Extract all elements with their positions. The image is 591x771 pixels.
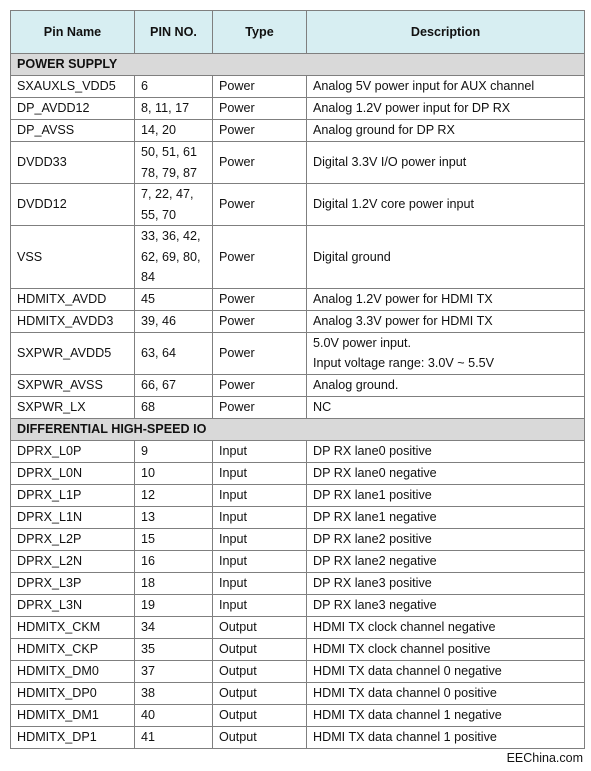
pin-number-line: 13 xyxy=(141,509,156,524)
table-row xyxy=(11,98,585,120)
pin-number-cell xyxy=(135,462,213,484)
table-row xyxy=(11,396,585,418)
pin-type-cell: Power xyxy=(213,332,307,374)
pin-description-cell xyxy=(307,594,585,616)
pin-number-cell xyxy=(135,682,213,704)
pin-description-cell xyxy=(307,374,585,396)
description-line: HDMI TX data channel 1 positive xyxy=(313,729,497,744)
pin-type-cell: Output xyxy=(213,638,307,660)
pin-description-cell xyxy=(307,98,585,120)
pin-description-cell xyxy=(307,550,585,572)
pin-type-cell: Input xyxy=(213,528,307,550)
pin-number-line: 84 xyxy=(141,270,156,284)
pin-type-cell: Input xyxy=(213,440,307,462)
description-line: DP RX lane0 negative xyxy=(313,465,437,480)
section-header-row xyxy=(11,418,585,440)
table-row xyxy=(11,288,585,310)
pin-name-cell: HDMITX_DP0 xyxy=(11,682,135,704)
table-row xyxy=(11,332,585,374)
column-header-type: Type xyxy=(213,11,307,54)
description-line: DP RX lane3 negative xyxy=(313,597,437,612)
pin-description-cell xyxy=(307,726,585,748)
pin-description-cell xyxy=(307,572,585,594)
pin-number-line: 15 xyxy=(141,531,156,546)
description-line: Analog 5V power input for AUX channel xyxy=(313,79,535,94)
pin-type-cell: Input xyxy=(213,572,307,594)
pin-number-cell xyxy=(135,98,213,120)
pin-name-cell: HDMITX_AVDD xyxy=(11,288,135,310)
table-row xyxy=(11,704,585,726)
column-header-description: Description xyxy=(307,11,585,54)
pin-type-cell: Power xyxy=(213,396,307,418)
pin-number-cell xyxy=(135,440,213,462)
pin-number-line: 10 xyxy=(141,465,156,480)
description-line: DP RX lane2 negative xyxy=(313,553,437,568)
pin-name-cell: DPRX_L2N xyxy=(11,550,135,572)
pin-name-cell: SXPWR_LX xyxy=(11,396,135,418)
pin-number-line: 19 xyxy=(141,597,156,612)
pin-number-cell xyxy=(135,396,213,418)
table-row xyxy=(11,462,585,484)
table-row xyxy=(11,226,585,289)
table-row xyxy=(11,726,585,748)
description-line: Input voltage range: 3.0V ~ 5.5V xyxy=(313,356,494,370)
table-row xyxy=(11,484,585,506)
pin-number-line: 78, 79, 87 xyxy=(141,165,198,180)
pin-type-cell: Power xyxy=(213,374,307,396)
section-title: POWER SUPPLY xyxy=(11,54,585,76)
pin-description-cell xyxy=(307,226,585,289)
pin-name-cell: DPRX_L0P xyxy=(11,440,135,462)
pin-number-cell xyxy=(135,76,213,98)
pin-description-cell xyxy=(307,462,585,484)
description-line: HDMI TX data channel 0 negative xyxy=(313,663,502,678)
pin-type-cell: Power xyxy=(213,226,307,289)
pin-number-line: 68 xyxy=(141,399,156,414)
table-row xyxy=(11,76,585,98)
pin-number-cell xyxy=(135,374,213,396)
pin-name-cell: DPRX_L2P xyxy=(11,528,135,550)
pin-type-cell: Power xyxy=(213,310,307,332)
pin-number-line: 39, 46 xyxy=(141,313,177,328)
pin-number-line: 35 xyxy=(141,641,156,656)
pin-number-cell xyxy=(135,726,213,748)
pin-description-cell xyxy=(307,616,585,638)
pin-number-line: 37 xyxy=(141,663,156,678)
pin-description-cell xyxy=(307,310,585,332)
pin-number-line: 38 xyxy=(141,685,156,700)
pin-description-cell xyxy=(307,288,585,310)
pin-type-cell: Output xyxy=(213,616,307,638)
pin-number-cell xyxy=(135,594,213,616)
pin-type-cell: Power xyxy=(213,184,307,226)
pin-number-line: 8, 11, 17 xyxy=(141,101,190,116)
description-line: NC xyxy=(313,399,332,414)
pin-name-cell: HDMITX_AVDD3 xyxy=(11,310,135,332)
pin-description-cell xyxy=(307,682,585,704)
table-row xyxy=(11,638,585,660)
pin-number-cell xyxy=(135,572,213,594)
table-row xyxy=(11,506,585,528)
table-row xyxy=(11,184,585,226)
pin-description-cell xyxy=(307,396,585,418)
pin-number-cell xyxy=(135,704,213,726)
pin-type-cell: Output xyxy=(213,726,307,748)
pin-description-cell xyxy=(307,704,585,726)
pin-name-cell: HDMITX_DM0 xyxy=(11,660,135,682)
pin-name-cell: DPRX_L1P xyxy=(11,484,135,506)
pin-type-cell: Power xyxy=(213,98,307,120)
description-line: Digital ground xyxy=(313,249,391,264)
pin-name-cell: DVDD12 xyxy=(11,184,135,226)
table-row xyxy=(11,142,585,184)
pin-number-line: 50, 51, 61 xyxy=(141,145,198,159)
table-row xyxy=(11,616,585,638)
description-line: DP RX lane3 positive xyxy=(313,575,432,590)
pin-type-cell: Input xyxy=(213,550,307,572)
table-row xyxy=(11,682,585,704)
table-row xyxy=(11,120,585,142)
pin-description-cell xyxy=(307,484,585,506)
table-row xyxy=(11,374,585,396)
pin-type-cell: Input xyxy=(213,506,307,528)
section-header-row xyxy=(11,54,585,76)
description-line: Digital 1.2V core power input xyxy=(313,197,475,212)
pin-name-cell: DPRX_L1N xyxy=(11,506,135,528)
pin-number-line: 34 xyxy=(141,619,156,634)
description-line: Analog 1.2V power for HDMI TX xyxy=(313,291,493,306)
pin-number-line: 18 xyxy=(141,575,156,590)
pin-number-cell xyxy=(135,332,213,374)
pin-number-line: 6 xyxy=(141,79,149,94)
pin-description-cell xyxy=(307,638,585,660)
watermark-text: EEChina.com xyxy=(506,751,583,765)
pin-description-cell xyxy=(307,332,585,374)
description-line: Digital 3.3V I/O power input xyxy=(313,155,467,170)
pin-number-cell xyxy=(135,506,213,528)
description-line: Analog ground. xyxy=(313,377,399,392)
pin-description-cell xyxy=(307,660,585,682)
pin-number-cell xyxy=(135,616,213,638)
description-line: DP RX lane1 negative xyxy=(313,509,437,524)
pin-number-cell xyxy=(135,550,213,572)
pin-name-cell: VSS xyxy=(11,226,135,289)
pin-number-cell xyxy=(135,528,213,550)
description-line: DP RX lane0 positive xyxy=(313,443,432,458)
pin-description-cell xyxy=(307,440,585,462)
pin-number-line: 55, 70 xyxy=(141,207,177,222)
pin-description-cell xyxy=(307,76,585,98)
pin-number-line: 16 xyxy=(141,553,156,568)
pin-type-cell: Input xyxy=(213,462,307,484)
description-line: Analog ground for DP RX xyxy=(313,123,455,138)
description-line: HDMI TX data channel 1 negative xyxy=(313,707,502,722)
table-row xyxy=(11,310,585,332)
table-row xyxy=(11,594,585,616)
pin-number-line: 40 xyxy=(141,707,156,722)
table-row xyxy=(11,660,585,682)
pin-number-cell xyxy=(135,484,213,506)
pin-number-cell xyxy=(135,638,213,660)
description-line: HDMI TX clock channel positive xyxy=(313,641,491,656)
table-row xyxy=(11,572,585,594)
pin-name-cell: DP_AVSS xyxy=(11,120,135,142)
pin-description-cell xyxy=(307,506,585,528)
pin-name-cell: HDMITX_CKM xyxy=(11,616,135,638)
pin-number-line: 33, 36, 42, xyxy=(141,229,201,243)
description-line: DP RX lane2 positive xyxy=(313,531,432,546)
table-body xyxy=(11,54,585,749)
pin-type-cell: Output xyxy=(213,704,307,726)
description-line: HDMI TX data channel 0 positive xyxy=(313,685,497,700)
pin-number-cell xyxy=(135,310,213,332)
pin-name-cell: SXPWR_AVSS xyxy=(11,374,135,396)
pin-name-cell: DVDD33 xyxy=(11,142,135,184)
pin-description-cell xyxy=(307,184,585,226)
pin-name-cell: SXPWR_AVDD5 xyxy=(11,332,135,374)
pin-name-cell: HDMITX_DP1 xyxy=(11,726,135,748)
description-line: 5.0V power input. xyxy=(313,335,412,350)
pin-number-line: 66, 67 xyxy=(141,377,177,392)
pin-number-line: 45 xyxy=(141,291,156,306)
pin-description-cell xyxy=(307,120,585,142)
pin-number-cell xyxy=(135,142,213,184)
table-row xyxy=(11,440,585,462)
pin-number-line: 7, 22, 47, xyxy=(141,187,194,201)
pin-number-line: 62, 69, 80, xyxy=(141,249,201,264)
pin-name-cell: DPRX_L3N xyxy=(11,594,135,616)
pin-number-line: 14, 20 xyxy=(141,123,177,138)
description-line: HDMI TX clock channel negative xyxy=(313,619,496,634)
pin-name-cell: DP_AVDD12 xyxy=(11,98,135,120)
pin-number-cell xyxy=(135,226,213,289)
column-header-pin-no: PIN NO. xyxy=(135,11,213,54)
pin-type-cell: Input xyxy=(213,594,307,616)
pin-name-cell: HDMITX_CKP xyxy=(11,638,135,660)
pin-type-cell: Power xyxy=(213,142,307,184)
pin-number-cell xyxy=(135,288,213,310)
pin-type-cell: Output xyxy=(213,682,307,704)
pin-number-cell xyxy=(135,120,213,142)
table-row xyxy=(11,528,585,550)
pin-name-cell: DPRX_L0N xyxy=(11,462,135,484)
pin-name-cell: HDMITX_DM1 xyxy=(11,704,135,726)
pin-number-line: 9 xyxy=(141,443,149,458)
pin-number-line: 41 xyxy=(141,729,156,744)
pin-description-cell xyxy=(307,142,585,184)
pin-number-line: 12 xyxy=(141,487,156,502)
pin-name-cell: DPRX_L3P xyxy=(11,572,135,594)
pin-description-cell xyxy=(307,528,585,550)
description-line: Analog 1.2V power input for DP RX xyxy=(313,101,511,116)
pin-number-line: 63, 64 xyxy=(141,345,177,360)
description-line: Analog 3.3V power for HDMI TX xyxy=(313,313,493,328)
pin-type-cell: Output xyxy=(213,660,307,682)
pin-number-cell xyxy=(135,184,213,226)
pin-description-table xyxy=(10,10,585,749)
pin-type-cell: Power xyxy=(213,288,307,310)
table-row xyxy=(11,550,585,572)
pin-type-cell: Input xyxy=(213,484,307,506)
section-title: DIFFERENTIAL HIGH-SPEED IO xyxy=(11,418,585,440)
description-line: DP RX lane1 positive xyxy=(313,487,432,502)
pin-number-cell xyxy=(135,660,213,682)
pin-name-cell: SXAUXLS_VDD5 xyxy=(11,76,135,98)
pin-type-cell: Power xyxy=(213,120,307,142)
table-header-row xyxy=(11,11,585,54)
pin-type-cell: Power xyxy=(213,76,307,98)
column-header-pin-name: Pin Name xyxy=(11,11,135,54)
